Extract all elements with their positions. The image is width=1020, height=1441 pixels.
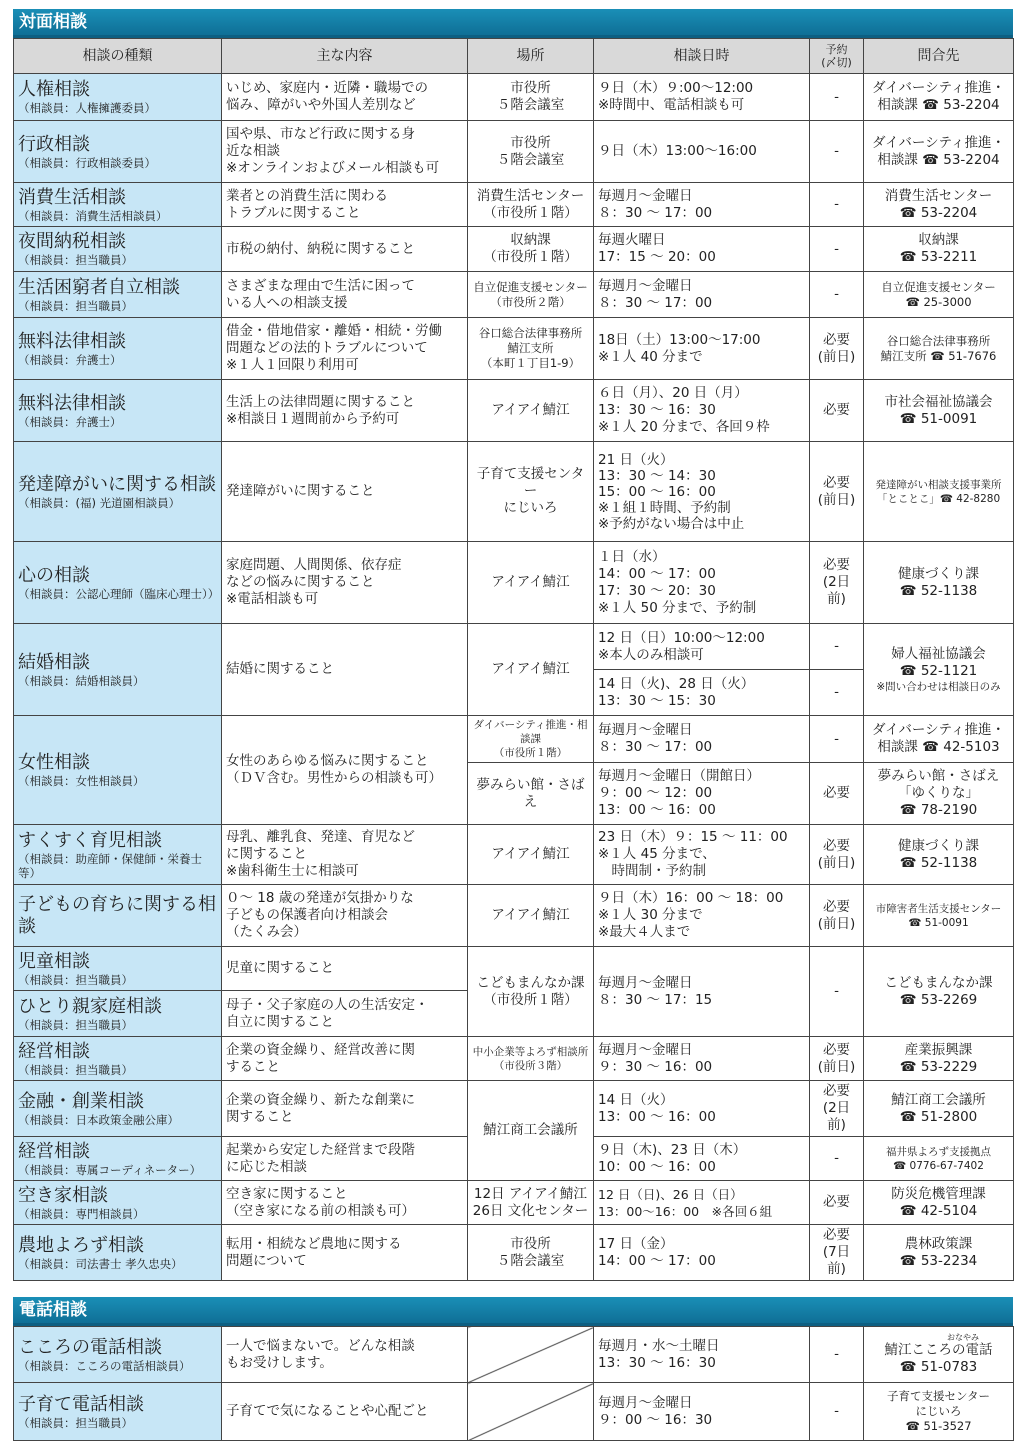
consult-staff: （相談員：消費生活相談員） [18,208,168,223]
contact-text: 婦人福祉協議会 ☎ 52-1121 [891,645,986,679]
content-cell: 子育てで気になることや心配ごと [222,1383,468,1441]
consult-name: 発達障がいに関する相談 [18,473,216,495]
type-cell [14,121,222,183]
place-cell: 鯖江商工会議所 [468,1081,594,1181]
date-cell: 23 日（木）９：15 ～ 11：00 ※１人 45 分まで、 時間制・予約制 [594,825,810,885]
content-cell: 母子・父子家庭の人の生活安定・ 自立に関すること [222,991,468,1037]
consult-name: 子どもの育ちに関する相談 [18,893,216,937]
type-cell [14,947,222,991]
contact-cell: 農林政策課 ☎ 53-2234 [864,1225,1014,1281]
contact-cell: 子育て支援センター にじいろ ☎ 51-3527 [864,1383,1014,1441]
content-cell: 児童に関すること [222,947,468,991]
contact-cell: こどもまんなか課 ☎ 53-2269 [864,947,1014,1037]
contact-cell: 市社会福祉協議会 ☎ 51-0091 [864,380,1014,442]
table-row [14,380,1014,442]
table-row [14,227,1014,272]
date-cell: １日（水） 14：00 ～ 17：00 17：30 ～ 20：30 ※１人 50 分まで、予約制 [594,542,810,624]
table-row [14,1181,1014,1225]
date-cell: 毎週月～金曜日 ８：30 ～ 17：00 [594,183,810,227]
consult-staff: （相談員：結婚相談員） [18,673,145,688]
consult-staff: （相談員：日本政策金融公庫） [18,1112,179,1127]
consult-name: こころの電話相談 [18,1336,162,1358]
consult-name: 無料法律相談 [18,392,126,414]
consult-name: 人権相談 [18,79,90,100]
table-row [14,442,1014,542]
content-cell: 母乳、離乳食、発達、育児など に関すること ※歯科衛生士に相談可 [222,825,468,885]
table-row-women [14,716,1014,763]
table-row [14,121,1014,183]
consult-staff: （相談員：行政相談委員） [18,155,156,170]
reservation-cell: 必要 [810,380,864,442]
consult-staff: （相談員：担当職員） [18,298,133,313]
consult-staff: （相談員：人権擁護委員） [18,101,156,115]
consult-staff: （相談員：担当職員） [18,1062,133,1077]
content-cell: 業者との消費生活に関わる トラブルに関すること [222,183,468,227]
table-row [14,1383,1014,1441]
reservation-cell: - [810,716,864,763]
contact-cell: 鯖江商工会議所 ☎ 51-2800 [864,1081,1014,1137]
contact-cell: 発達障がい相談支援事業所 「とことこ」☎ 42-8280 [864,442,1014,542]
table-row [14,1037,1014,1081]
face-table [13,38,1014,1281]
contact-cell: 自立促進支援センター ☎ 25-3000 [864,272,1014,318]
date-cell: ９日（木)、23 日（木） 10：00 ～ 16：00 [594,1137,810,1181]
date-cell: 毎週月～金曜日 ８：30 ～ 17：00 [594,716,810,763]
header-date: 相談日時 [594,39,810,74]
contact-cell: 福井県よろず支援拠点 ☎ 0776-67-7402 [864,1137,1014,1181]
type-cell [14,624,222,716]
place-cell: 収納課 （市役所１階） [468,227,594,272]
content-cell: ０～ 18 歳の発達が気掛かりな 子どもの保護者向け相談会 （たくみ会） [222,885,468,947]
type-cell [14,991,222,1037]
type-cell [14,74,222,121]
consult-name: 無料法律相談 [18,330,126,352]
place-cell: 自立促進支援センター （市役所２階） [468,272,594,318]
reservation-cell: 必要 (前日) [810,318,864,380]
place-cell: 中小企業等よろず相談所 （市役所３階） [468,1037,594,1081]
reservation-cell: - [810,74,864,121]
contact-note: ※問い合わせは相談日のみ [876,680,1001,693]
date-cell: 14 日（火） 13：00 ～ 16：00 [594,1081,810,1137]
content-cell: 生活上の法律問題に関すること ※相談日１週間前から予約可 [222,380,468,442]
place-cell: アイアイ鯖江 [468,542,594,624]
consult-staff: （相談員：こころの電話相談員） [18,1358,191,1373]
consult-name: 経営相談 [18,1140,90,1162]
type-cell [14,1037,222,1081]
consult-name: 児童相談 [18,950,90,972]
type-cell [14,1137,222,1181]
place-cell-empty [468,1327,594,1383]
header-row [14,39,1014,74]
place-cell: アイアイ鯖江 [468,885,594,947]
date-cell: 毎週月～金曜日 ９：30 ～ 16：00 [594,1037,810,1081]
type-cell [14,1225,222,1281]
consult-staff: （相談員：助産師・保健師・栄養士等） [18,851,202,880]
consult-staff: （相談員：専属コーディネーター） [18,1162,202,1177]
reservation-cell: 必要 (7日前) [810,1225,864,1281]
consult-name: 心の相談 [18,564,90,586]
table-row [14,825,1014,885]
place-cell: アイアイ鯖江 [468,380,594,442]
consult-staff: （相談員：女性相談員） [18,774,145,788]
consult-name: 農地よろず相談 [18,1234,144,1256]
place-cell: 12日 アイアイ鯖江 26日 文化センター [468,1181,594,1225]
consult-staff: （相談員：担当職員） [18,1017,133,1032]
type-cell [14,272,222,318]
contact-cell: 夢みらい館・さばえ 「ゆくりな」 ☎ 78-2190 [864,763,1014,825]
content-cell: 発達障がいに関すること [222,442,468,542]
consult-name: 金融・創業相談 [18,1090,144,1112]
content-cell: 結婚に関すること [222,624,468,716]
place-cell: 子育て支援センター にじいろ [468,442,594,542]
date-cell: 14 日（火)、28 日（火） 13：30 ～ 15：30 [594,670,810,716]
phone-table [13,1326,1014,1441]
reservation-cell: 必要 (前日) [810,885,864,947]
reservation-cell: - [810,227,864,272]
date-cell: 毎週月・水～土曜日 13：30 ～ 16：30 [594,1327,810,1383]
consult-name: すくすく育児相談 [18,829,162,851]
consult-staff: （相談員：担当職員） [18,253,133,267]
date-cell: 毎週火曜日 17：15 ～ 20：00 [594,227,810,272]
consult-name: 生活困窮者自立相談 [18,276,180,298]
reservation-cell: 必要 [810,763,864,825]
type-cell [14,442,222,542]
place-cell: 市役所 ５階会議室 [468,1225,594,1281]
content-cell: 企業の資金繰り、新たな創業に 関すること [222,1081,468,1137]
contact-cell: ダイバーシティ推進・ 相談課 ☎ 53-2204 [864,121,1014,183]
reservation-cell: 必要 [810,1181,864,1225]
contact-cell: ダイバーシティ推進・ 相談課 ☎ 42-5103 [864,716,1014,763]
place-cell: 市役所 ５階会議室 [468,121,594,183]
place-cell: 消費生活センター （市役所１階） [468,183,594,227]
consult-staff: （相談員：担当職員） [18,1415,133,1430]
reservation-cell: - [810,624,864,670]
consult-name: ひとり親家庭相談 [18,995,162,1017]
date-cell: 毎週月～金曜日 ９：00 ～ 16：30 [594,1383,810,1441]
header-type: 相談の種類 [14,39,222,74]
contact-cell: 消費生活センター ☎ 53-2204 [864,183,1014,227]
table-row-marriage [14,624,1014,670]
type-cell [14,1327,222,1383]
date-cell: 21 日（火） 13：30 ～ 14：30 15：00 ～ 16：00 ※１組１時間、予約制 ※予約がない場合は中止 [594,442,810,542]
reservation-cell: 必要 (2日前) [810,1081,864,1137]
reservation-cell: - [810,121,864,183]
reservation-cell: - [810,183,864,227]
contact-cell [864,1327,1014,1383]
table-row-child [14,947,1014,991]
header-place: 場所 [468,39,594,74]
type-cell [14,825,222,885]
reservation-cell: - [810,670,864,716]
reservation-cell: 必要 (前日) [810,1037,864,1081]
reservation-cell: 必要 (前日) [810,442,864,542]
table-row [14,183,1014,227]
place-cell: アイアイ鯖江 [468,825,594,885]
content-cell: 空き家に関すること （空き家になる前の相談も可） [222,1181,468,1225]
header-contact: 問合先 [864,39,1014,74]
reservation-cell: 必要 (2日前) [810,542,864,624]
type-cell [14,716,222,825]
place-cell-empty [468,1383,594,1441]
date-cell: ６日（月）、20 日（月） 13：30 ～ 16：30 ※１人 20 分まで、各回９枠 [594,380,810,442]
consult-name: 夜間納税相談 [18,231,126,252]
type-cell [14,542,222,624]
consult-name: 子育て電話相談 [18,1393,144,1415]
table-row [14,542,1014,624]
content-cell: 国や県、市など行政に関する身 近な相談 ※オンラインおよびメール相談も可 [222,121,468,183]
date-cell: 17 日（金） 14：00 ～ 17：00 [594,1225,810,1281]
content-cell: 一人で悩まないで。どんな相談 もお受けします。 [222,1327,468,1383]
place-cell: 谷口総合法律事務所 鯖江支所 （本町１丁目1-9） [468,318,594,380]
type-cell [14,1081,222,1137]
table-row [14,272,1014,318]
contact-cell: 健康づくり課 ☎ 52-1138 [864,825,1014,885]
contact-text: 鯖江こころの電話 ☎ 51-0783 [884,1341,993,1375]
content-cell: さまざまな理由で生活に困って いる人への相談支援 [222,272,468,318]
content-cell: いじめ、家庭内・近隣・職場での 悩み、障がいや外国人差別など [222,74,468,121]
reservation-cell: - [810,1327,864,1383]
content-cell: 企業の資金繰り、経営改善に関 すること [222,1037,468,1081]
contact-cell: 健康づくり課 ☎ 52-1138 [864,542,1014,624]
table-row [14,1081,1014,1137]
date-cell: 12 日（日）10:00～12:00 ※本人のみ相談可 [594,624,810,670]
table-row [14,74,1014,121]
consult-name: 空き家相談 [18,1184,108,1206]
type-cell [14,1383,222,1441]
consult-staff: （相談員：公認心理師（臨床心理士）） [18,586,220,601]
consult-name: 行政相談 [18,133,90,155]
page [13,9,1013,1441]
content-cell: 女性のあらゆる悩みに関すること （ＤＶ含む。男性からの相談も可） [222,716,468,825]
table-row [14,1225,1014,1281]
type-cell [14,380,222,442]
type-cell [14,183,222,227]
content-cell: 起業から安定した経営まで段階 に応じた相談 [222,1137,468,1181]
content-cell: 転用・相続など農地に関する 問題について [222,1225,468,1281]
contact-cell: 谷口総合法律事務所 鯖江支所 ☎ 51-7676 [864,318,1014,380]
consult-name: 消費生活相談 [18,186,126,208]
ruby-text: おなやみ [947,1332,979,1342]
consult-staff: （相談員：弁護士） [18,414,122,429]
place-cell: 市役所 ５階会議室 [468,74,594,121]
reservation-cell: - [810,1383,864,1441]
consult-staff: （相談員：司法書士 孝久忠央） [18,1256,183,1271]
header-reservation: 予約 (〆切) [810,39,864,74]
consult-name: 結婚相談 [18,651,90,673]
section-title-face: 対面相談 [13,9,1013,38]
consult-staff: （相談員：弁護士） [18,352,122,367]
date-cell: ９日（木）９:00～12:00 ※時間中、電話相談も可 [594,74,810,121]
place-cell: 夢みらい館・さばえ [468,763,594,825]
content-cell: 市税の納付、納税に関すること [222,227,468,272]
contact-cell: ダイバーシティ推進・ 相談課 ☎ 53-2204 [864,74,1014,121]
reservation-cell: - [810,947,864,1037]
place-cell: ダイバーシティ推進・相談課 （市役所１階） [468,716,594,763]
table-row [14,885,1014,947]
reservation-cell: - [810,1137,864,1181]
date-cell: 18日（土）13:00～17:00 ※１人 40 分まで [594,318,810,380]
section-title-phone: 電話相談 [13,1297,1013,1326]
type-cell [14,227,222,272]
reservation-cell: 必要 (前日) [810,825,864,885]
header-content: 主な内容 [222,39,468,74]
date-cell: 毎週月～金曜日 ８：30 ～ 17：15 [594,947,810,1037]
consult-staff: （相談員：専門相談員） [18,1206,145,1221]
consult-name: 経営相談 [18,1040,90,1062]
date-cell: 毎週月～金曜日（開館日） ９：00 ～ 12：00 13：00 ～ 16：00 [594,763,810,825]
consult-staff: （相談員：担当職員） [18,972,133,987]
contact-cell: 市障害者生活支援センター ☎ 51-0091 [864,885,1014,947]
type-cell [14,318,222,380]
content-cell: 借金・借地借家・離婚・相続・労働 問題などの法的トラブルについて ※１人１回限り利用可 [222,318,468,380]
date-cell: ９日（木）16：00 ～ 18：00 ※１人 30 分まで ※最大４人まで [594,885,810,947]
place-cell: こどもまんなか課 （市役所１階） [468,947,594,1037]
contact-cell: 産業振興課 ☎ 53-2229 [864,1037,1014,1081]
content-cell: 家庭問題、人間関係、依存症 などの悩みに関すること ※電話相談も可 [222,542,468,624]
reservation-cell: - [810,272,864,318]
contact-cell [864,624,1014,716]
date-cell: ９日（木）13:00～16:00 [594,121,810,183]
table-row [14,318,1014,380]
table-row [14,1327,1014,1383]
consult-name: 女性相談 [18,752,90,773]
date-cell: 毎週月～金曜日 ８：30 ～ 17：00 [594,272,810,318]
place-cell: アイアイ鯖江 [468,624,594,716]
type-cell [14,1181,222,1225]
contact-cell: 防災危機管理課 ☎ 42-5104 [864,1181,1014,1225]
date-cell: 12 日（日)、26 日（日） 13：00～16：00 ※各回６組 [594,1181,810,1225]
contact-cell: 収納課 ☎ 53-2211 [864,227,1014,272]
type-cell [14,885,222,947]
consult-staff: （相談員：(福) 光道園相談員） [18,495,181,510]
